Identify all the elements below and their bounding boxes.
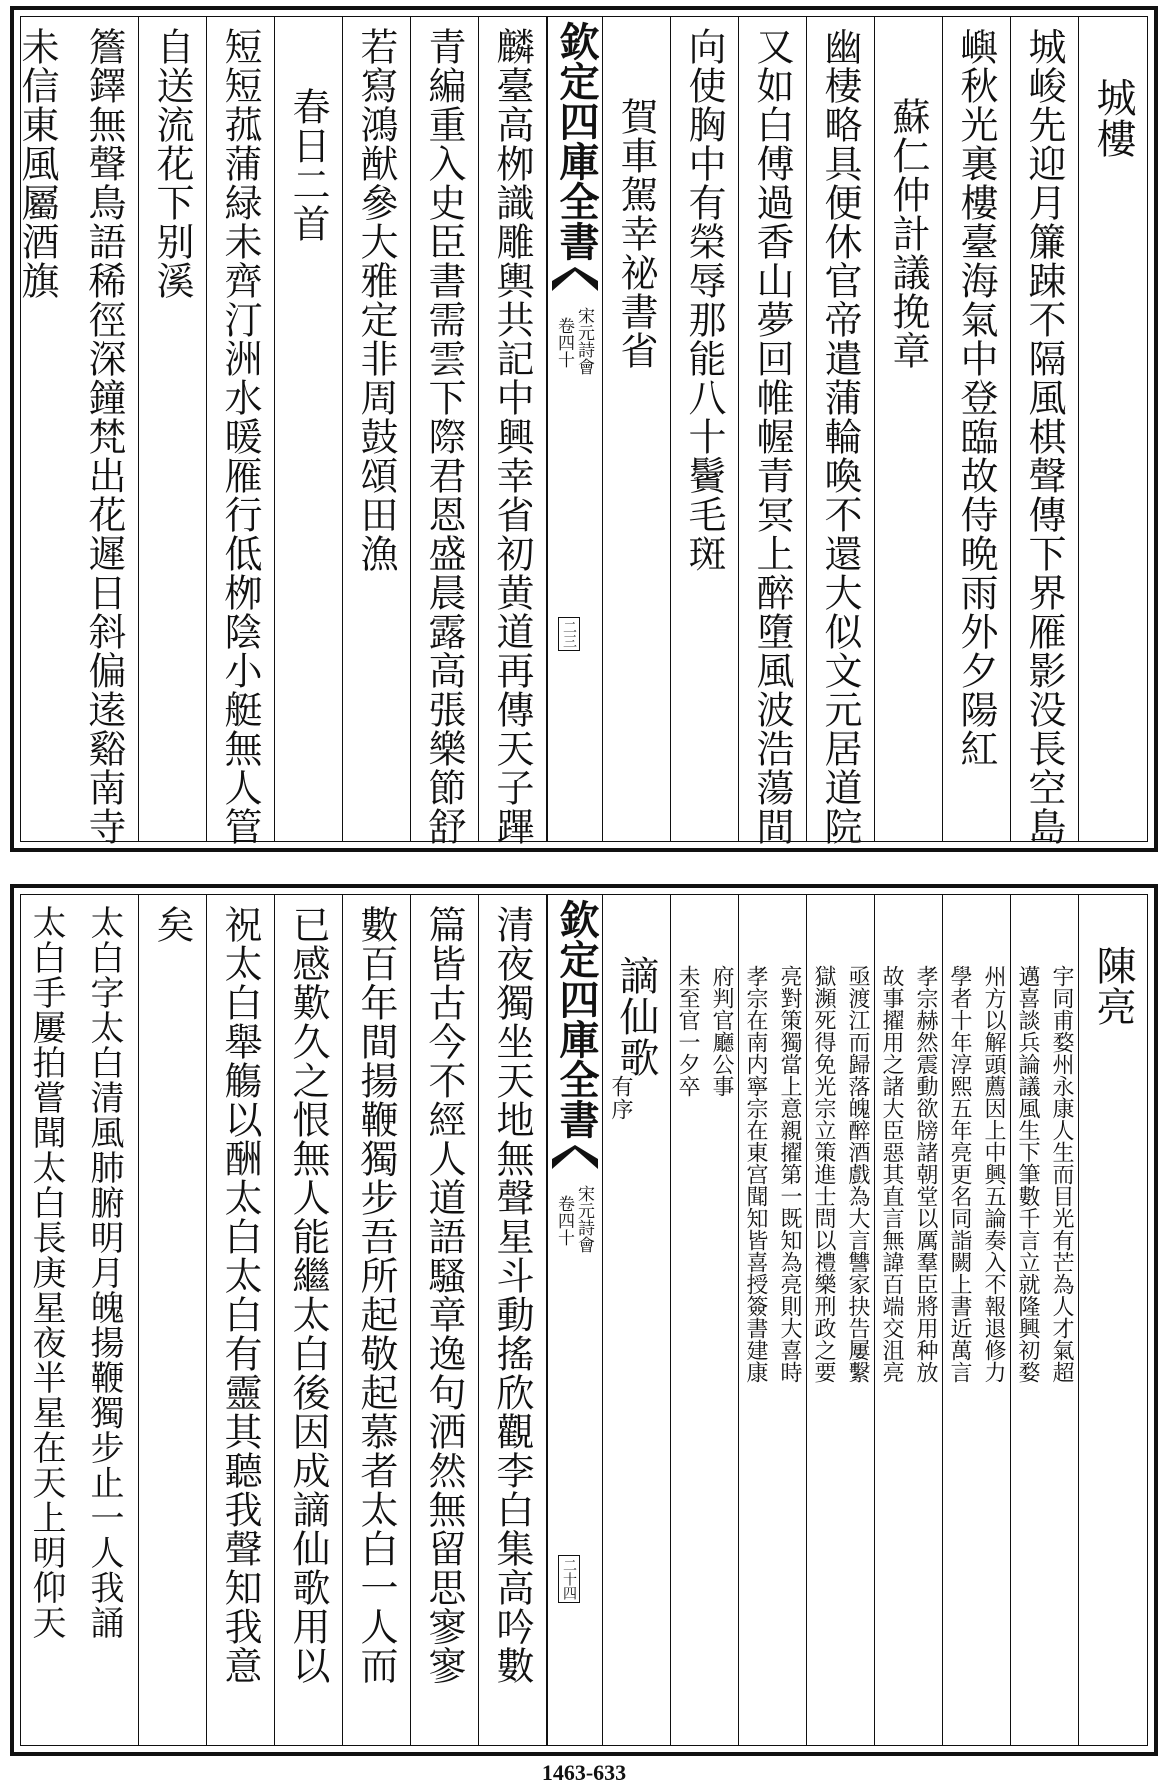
column [603, 17, 671, 841]
poem-title: 謫仙歌 [613, 955, 659, 1078]
poem-title: 蘇仁仲計議挽章 [886, 97, 930, 370]
center-banner [547, 17, 603, 841]
column [943, 17, 1011, 841]
page-bottom [10, 884, 1158, 1756]
banner-collection: 宋元詩會 [574, 307, 594, 375]
column [671, 17, 739, 841]
poem-line: 未信東風屬酒旗 [15, 27, 59, 300]
banner-title: 欽定四庫全書 [553, 899, 600, 1139]
preface-line: 清夜獨坐天地無聲星斗動搖欣觀李白集高吟數 [490, 905, 534, 1685]
page-number: 二十四 [558, 1555, 580, 1603]
column [139, 895, 207, 1745]
column [1079, 895, 1147, 1745]
bio-line: 邁喜談兵論議風生下筆數千言立就隆興初婺 [1015, 965, 1040, 1383]
banner-collection: 宋元詩會 [574, 1185, 594, 1253]
banner-volume: 卷四十 [554, 1195, 574, 1246]
author-heading: 陳亮 [1090, 945, 1136, 1027]
poem-title: 城樓 [1090, 77, 1136, 159]
preface-line: 矣 [150, 905, 194, 944]
banner-volume: 卷四十 [554, 317, 574, 368]
column [739, 17, 807, 846]
preface-line: 祝太白舉觴以酬太白太白有靈其聽我聲知我意 [218, 905, 262, 1685]
bio-line: 亮對策獨當上意親擢第一既知為亮則大喜時 [777, 965, 802, 1383]
column [1079, 17, 1147, 841]
title-note: 有序 [608, 1075, 633, 1121]
poem-line: 青編重入史臣書需雲下際君恩盛晨露高張樂節舒 [422, 27, 466, 846]
column [343, 895, 411, 1745]
bio-line: 孝宗在南内寧宗在東宫聞知皆喜授簽書建康 [743, 965, 768, 1383]
bio-line: 州方以解頭薦因上中興五論奏入不報退修力 [981, 965, 1006, 1383]
bio-line: 府判官廳公事 [709, 965, 734, 1097]
column [21, 895, 71, 1745]
column [139, 17, 207, 841]
column [275, 17, 343, 841]
column [411, 17, 479, 846]
bio-line: 獄瀕死得免光宗立策進士問以禮樂刑政之要 [811, 965, 836, 1383]
bio-line: 宇同甫婺州永康人生而目光有芒為人才氣超 [1049, 965, 1074, 1383]
fishtail-mark-icon [552, 1145, 598, 1169]
poem-line: 自送流花下别溪 [150, 27, 194, 300]
bio-line: 未至官一夕卒 [675, 965, 700, 1097]
bio-column [739, 895, 807, 1745]
column [479, 17, 547, 846]
bio-column [1011, 895, 1079, 1745]
bio-line: 學者十年淳熙五年亮更名同詣闕上書近萬言 [947, 965, 972, 1383]
poem-line: 麟臺高栁識雕輿共記中興幸省初黄道再傳天子蹕 [490, 27, 534, 846]
banner-title: 欽定四庫全書 [553, 21, 600, 261]
poem-line: 嶼秋光裏樓臺海氣中登臨故侍晩雨外夕陽紅 [954, 27, 998, 768]
bio-column [671, 895, 739, 1745]
column [411, 895, 479, 1745]
bio-column [943, 895, 1011, 1745]
page-number: 二三 [558, 617, 580, 651]
column [275, 895, 343, 1745]
bio-column [807, 895, 875, 1745]
fishtail-mark-icon [552, 267, 598, 291]
preface-line: 篇皆古今不經人道語騷章逸句洒然無留思寥寥 [422, 905, 466, 1685]
poem-title: 春日二首 [286, 87, 330, 243]
page-top [10, 6, 1158, 852]
poem-line: 城峻先迎月簾踈不隔風棋聲傳下界雁影没長空島 [1022, 27, 1066, 846]
poem-line: 簷鐸無聲鳥語稀徑深鐘梵出花遲日斜偏逺谿南寺 [82, 27, 126, 846]
poem-line: 向使胸中有榮辱那能八十鬢毛斑 [682, 27, 726, 573]
column [71, 895, 139, 1745]
column [207, 895, 275, 1745]
column [15, 17, 71, 841]
column [603, 895, 671, 1745]
column [207, 17, 275, 846]
page-bottom-frame [20, 894, 1148, 1746]
center-banner [547, 895, 603, 1745]
page-top-frame [15, 16, 1148, 846]
poem-line: 又如白傅過香山夢回帷幄青冥上醉墮風波浩蕩間 [750, 27, 794, 846]
column [71, 17, 139, 846]
column [479, 895, 547, 1745]
bio-column [875, 895, 943, 1745]
column [807, 17, 875, 846]
poem-line: 短短菰蒲緑未齊汀洲水暖雁行低栁陰小艇無人管 [218, 27, 262, 846]
poem-line: 太白字太白清風肺腑明月魄揚鞭獨步止一人我誦 [84, 905, 124, 1640]
column [875, 17, 943, 841]
bio-line: 孝宗赫然震動欲牓諸朝堂以厲羣臣將用种放 [913, 965, 938, 1383]
poem-line: 太白手屢拍嘗聞太白長庚星夜半星在天上明仰天 [26, 905, 66, 1640]
preface-line: 數百年間揚鞭獨步吾所起敬起慕者太白一人而 [354, 905, 398, 1685]
catalog-number: 1463-633 [541, 1760, 627, 1785]
bio-line: 故事擢用之諸大臣惡其直言無諱百端交沮亮 [879, 965, 904, 1383]
column [1011, 17, 1079, 846]
column [343, 17, 411, 841]
poem-title: 賀車駕幸祕書省 [614, 97, 658, 370]
poem-line: 若寫鴻猷參大雅定非周鼓頌田漁 [354, 27, 398, 573]
preface-line: 已感歎久之恨無人能繼太白後因成謫仙歌用以 [286, 905, 330, 1685]
bio-line: 亟渡江而歸落魄醉酒戲為大言讐家抉告屢繫 [845, 965, 870, 1383]
poem-line: 幽棲略具便休官帝遣蒲輪喚不還大似文元居道院 [818, 27, 862, 846]
